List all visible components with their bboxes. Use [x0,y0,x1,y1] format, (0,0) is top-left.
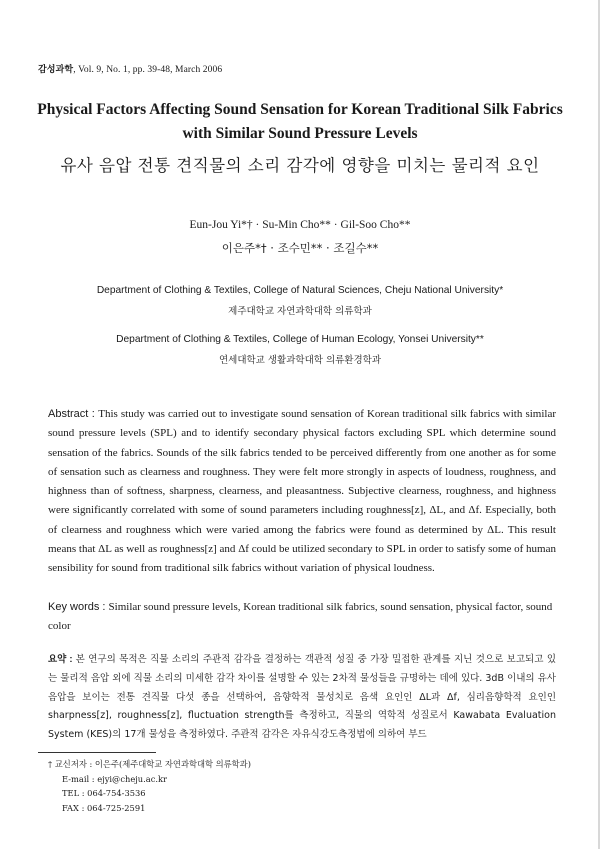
footnote [48,757,251,815]
korean-abstract [48,651,556,745]
authors-korean: 이은주*† · 조수민** · 조길수** [221,241,379,255]
affiliation-2-korean: 연세대학교 생활과학대학 의류환경학과 [218,355,382,366]
authors-english: Eun-Jou Yi*† · Su-Min Cho** · Gil-Soo Cho** [189,219,411,231]
journal-citation: , Vol. 9, No. 1, pp. 39-48, March 2006 [73,65,223,75]
affiliation-2-english: Department of Clothing & Textiles, College of Human Ecology, Yonsei University** [116,334,484,345]
keywords [48,598,556,637]
abstract-label: Abstract : [48,408,99,420]
contact-fax: FAX : 064-725-2591 [62,802,146,813]
footnote-divider [38,752,156,753]
english-title-line-2: with Similar Sound Pressure Levels [182,125,418,142]
contact-email: E-mail : ejyi@cheju.ac.kr [62,773,168,784]
korean-abstract-text: 본 연구의 목적은 직물 소리의 주관적 감각을 결정하는 객관적 성질 중 가장 밀접한 관계를 지닌 것으로 보고되고 있는 물리적 음압 외에 직물 소리의 미세한 감각 차이를 설명할 수 있는 2차적 물성들을 규명하는 데에 있다. 3dB 이내의 유사 음압을 보이는 전통 견직물 다섯 종을 선택하여, 음향학적 물성치로 음색 요인인 ΔL과 Δf, 심리음향학적 요인인 sharpness[z], roughness[z], fluctuation strength를 측정하고, 직물의 역학적 성질로서 Kawabata Evaluation System (KES)의 17개 물성을 측정하였다. 주관적 감각은 자유식강도측정법에 의하여 부드 [48,654,556,741]
running-head [38,62,222,75]
keywords-text: Similar sound pressure levels, Korean traditional silk fabrics, sound sensation, physical factor, sound color [48,601,553,633]
korean-abstract-label: 요약 : [48,654,76,665]
corresponding-author: † 교신저자 : 이은주(제주대학교 자연과학대학 의류학과) [48,759,251,769]
abstract [48,405,556,579]
keywords-label: Key words : [48,601,109,613]
affiliation-1-korean: 제주대학교 자연과학대학 의류학과 [228,306,372,317]
abstract-text: This study was carried out to investigate sound sensation of Korean traditional silk fabrics with similar sound pressure levels (SPL) and to identify secondary physical factors excluding SPL which determine sound sensation of the fabrics. Sounds of the silk fabrics tended to be perceived differently from one another as for some of sensation such as clearness and roughness. They were felt more strongly in aspects of loudness, roughness, and highness than of softness, sharpness, clearness, and pleasantness. Subjective clearness, roughness, and highness were significantly correlated with some of sound parameters including roughness[z], ΔL, and Δf. Especially, both of clearness and roughness which were varied among the fabrics were found as determined by ΔL. This result means that ΔL as well as roughness[z] and Δf could be utilized secondary to SPL in order to satisfy some of human sensibility for sound from traditional silk fabrics without variation of physical loudness. [48,408,556,575]
journal-name: 감성과학 [38,65,74,75]
english-title-line-1: Physical Factors Affecting Sound Sensation for Korean Traditional Silk Fabrics [37,101,563,118]
affiliation-1-english: Department of Clothing & Textiles, College of Natural Sciences, Cheju National University* [96,285,504,296]
contact-tel: TEL : 064-754-3536 [62,788,146,799]
korean-title: 유사 음압 전통 견직물의 소리 감각에 영향을 미치는 물리적 요인 [60,156,540,175]
